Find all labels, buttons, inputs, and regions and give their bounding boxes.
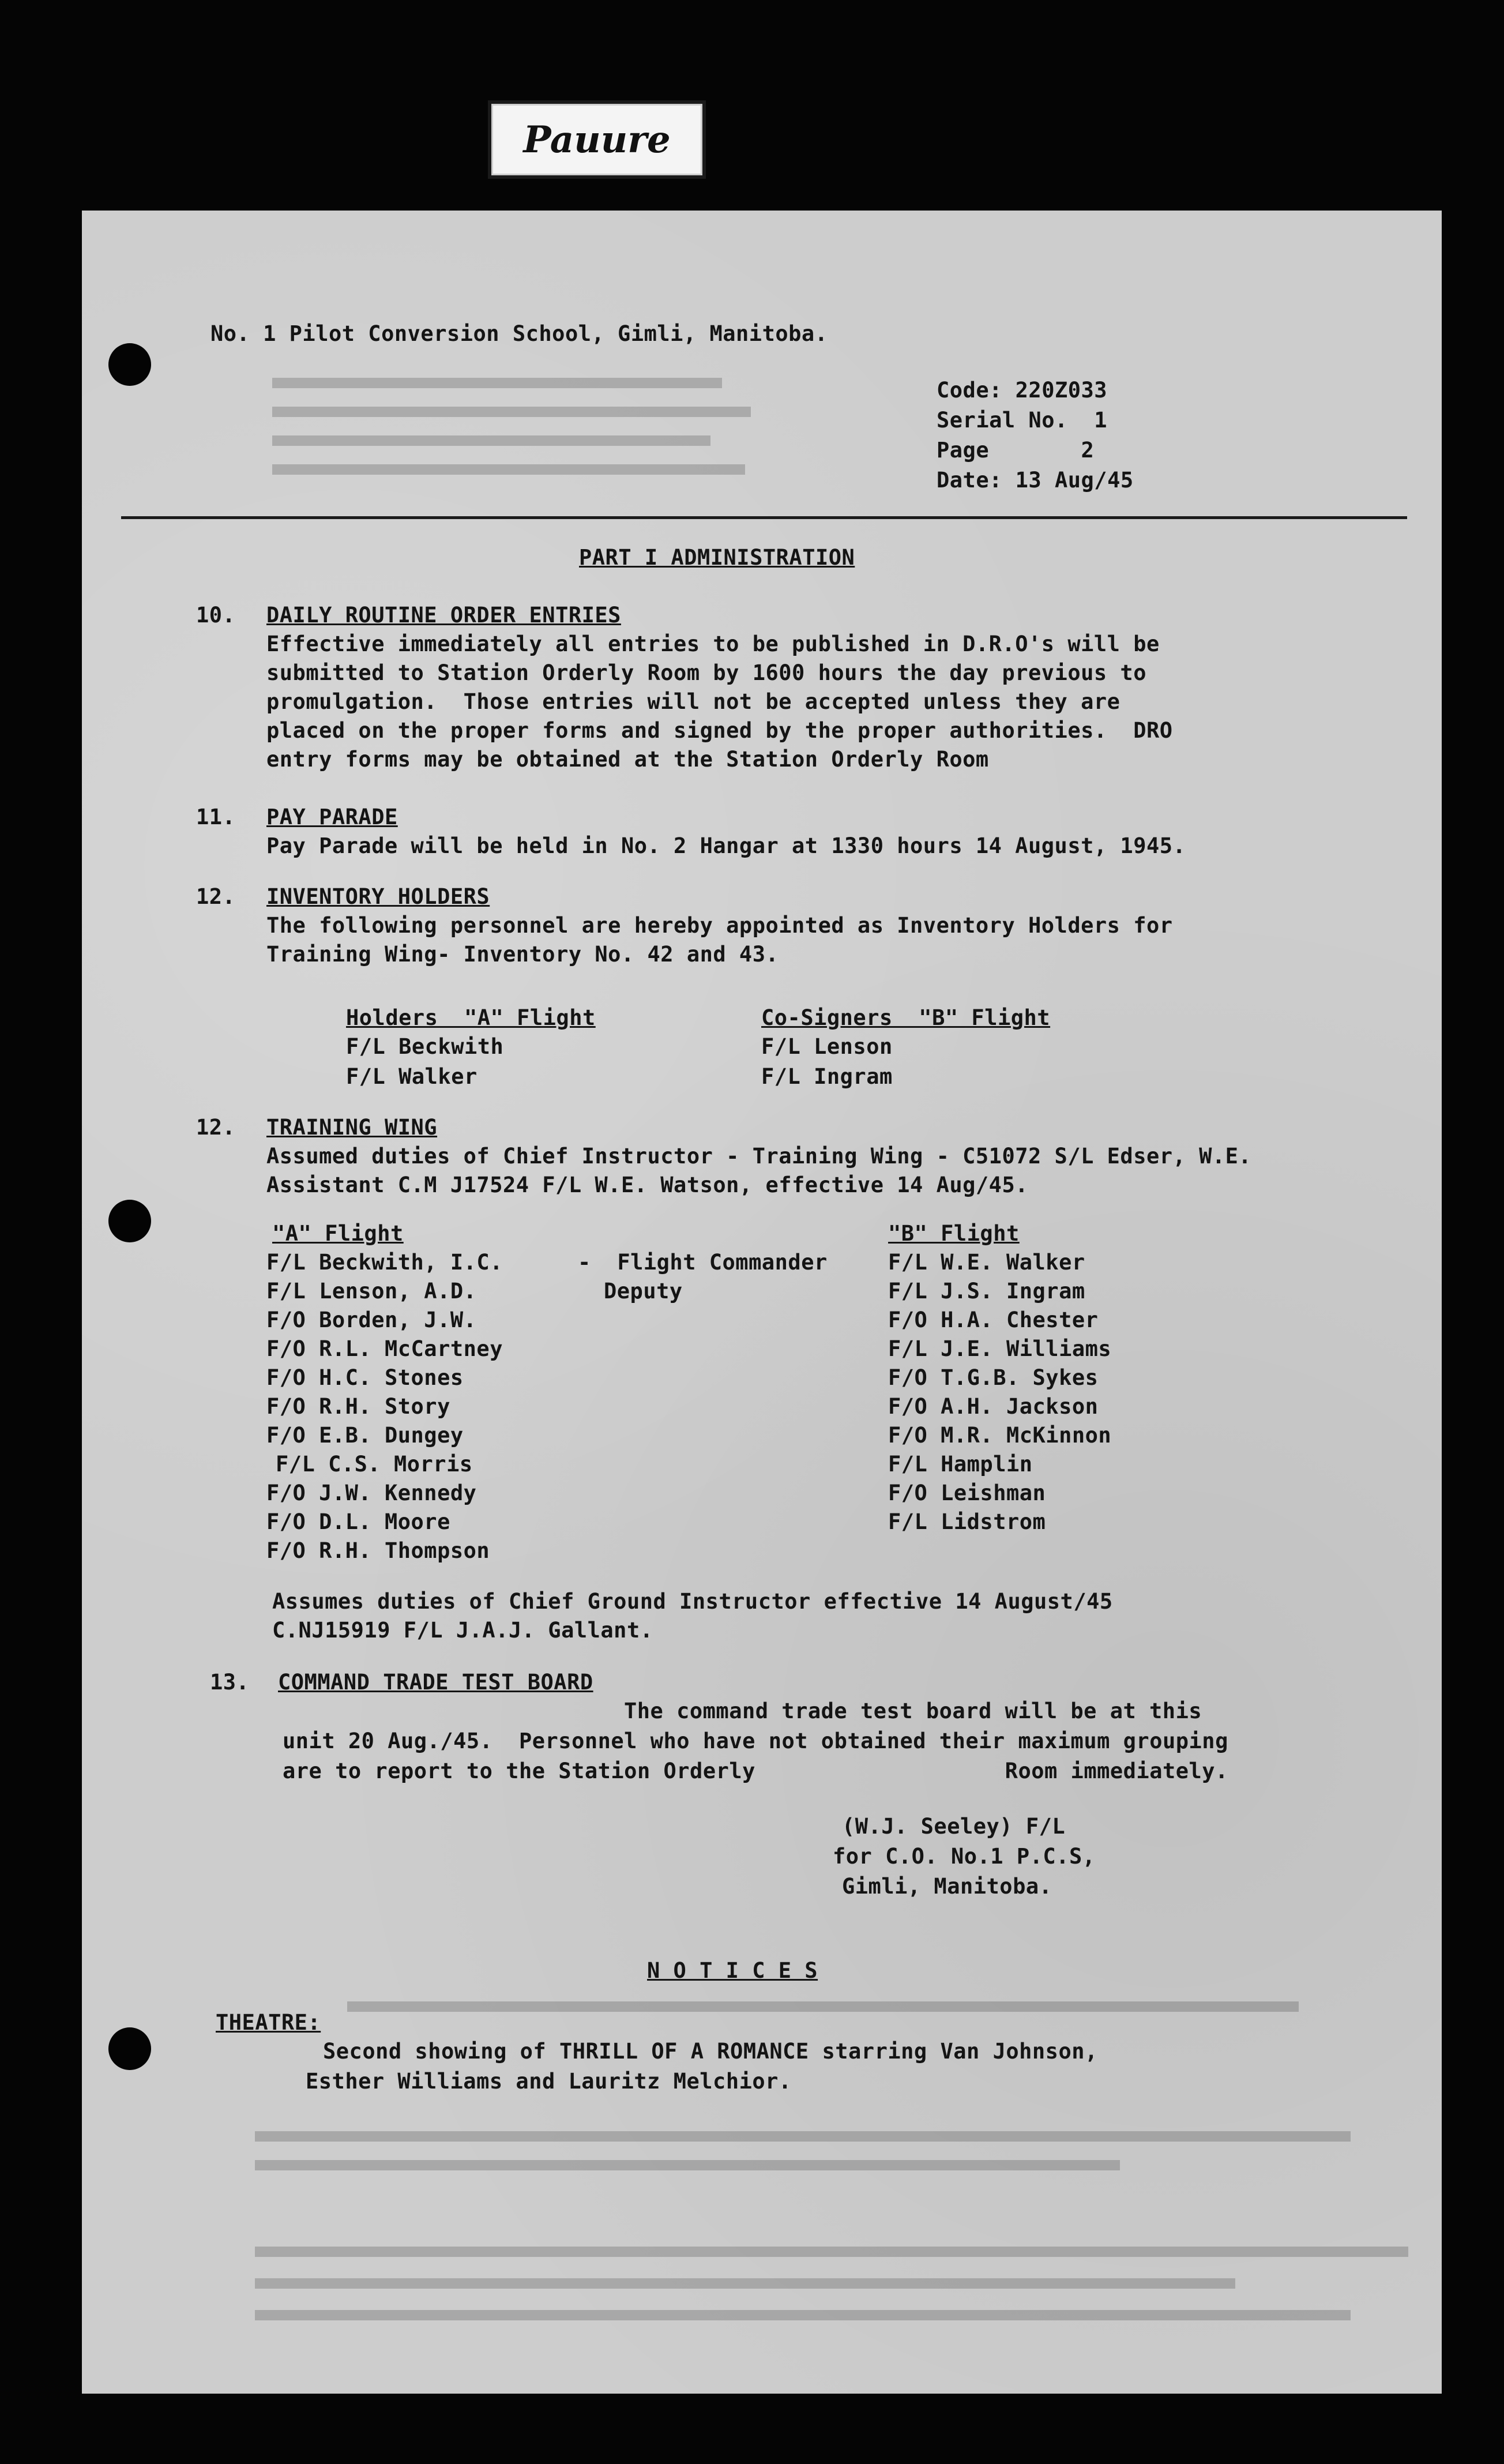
flight-role: - Flight Commander	[578, 1250, 828, 1275]
document-sheet	[82, 211, 1442, 2394]
item-number: 11.	[196, 805, 236, 829]
b-flight-member: F/O A.H. Jackson	[888, 1394, 1099, 1419]
item-text-line: The following personnel are hereby appointed as Inventory Holders for	[266, 913, 1173, 938]
item-text-line: unit 20 Aug./45. Personnel who have not obtained their maximum grouping	[283, 1729, 1228, 1753]
notices-title: N O T I C E S	[647, 1958, 818, 1983]
page-line: Page 2	[937, 438, 1095, 463]
item-text-line: Assumed duties of Chief Instructor - Training Wing - C51072 S/L Edser, W.E.	[266, 1144, 1252, 1169]
a-flight-member: F/L C.S. Morris	[276, 1452, 473, 1477]
item-text-line: The command trade test board will be at this	[624, 1699, 1202, 1723]
notice-line: Second showing of THRILL OF A ROMANCE starring Van Johnson,	[323, 2039, 1098, 2064]
faded-header-line	[272, 464, 745, 475]
faded-notice-line	[255, 2310, 1351, 2320]
item-text-line: entry forms may be obtained at the Station Orderly Room	[266, 747, 989, 772]
b-flight-member: F/O T.G.B. Sykes	[888, 1365, 1099, 1390]
faded-header-line	[272, 435, 710, 446]
a-flight-member: F/O R.H. Story	[266, 1394, 450, 1419]
a-flight-member: F/L Beckwith, I.C.	[266, 1250, 503, 1275]
b-flight-member: F/O M.R. McKinnon	[888, 1423, 1112, 1448]
b-flight-member: F/L Hamplin	[888, 1452, 1033, 1477]
ground-instructor-line: C.NJ15919 F/L J.A.J. Gallant.	[272, 1618, 653, 1643]
faded-notice-line	[255, 2160, 1120, 2170]
a-flight-member: F/O J.W. Kennedy	[266, 1481, 477, 1505]
faded-notice-line	[255, 2278, 1235, 2289]
archive-tag-text: Pauure	[523, 118, 671, 161]
a-flight-member: F/L Lenson, A.D.	[266, 1279, 477, 1304]
a-flight-member: F/O R.H. Thompson	[266, 1538, 490, 1563]
item-text-line: are to report to the Station Orderly Room immediately.	[283, 1759, 1228, 1783]
holder-name: F/L Walker	[346, 1064, 477, 1089]
notice-line: Esther Williams and Lauritz Melchior.	[306, 2069, 792, 2094]
item-heading: TRAINING WING	[266, 1115, 438, 1140]
faded-header-line	[272, 378, 722, 388]
item-heading: PAY PARADE	[266, 805, 398, 829]
item-text-line: promulgation. Those entries will not be accepted unless they are	[266, 689, 1121, 714]
a-flight-member: F/O D.L. Moore	[266, 1509, 450, 1534]
faded-notice-line	[255, 2247, 1408, 2257]
faded-notice-line	[255, 2131, 1351, 2142]
faded-header-line	[272, 407, 751, 417]
b-flight-member: F/L J.E. Williams	[888, 1336, 1112, 1361]
faded-notice-line	[347, 2001, 1299, 2012]
archive-tag	[491, 104, 702, 175]
theatre-label: THEATRE:	[216, 2010, 321, 2035]
item-text-line: Training Wing- Inventory No. 42 and 43.	[266, 942, 779, 967]
item-text-line: Assistant C.M J17524 F/L W.E. Watson, effective 14 Aug/45.	[266, 1173, 1029, 1197]
b-flight-member: F/L J.S. Ingram	[888, 1279, 1085, 1304]
code-line: Code: 220Z033	[937, 378, 1108, 403]
item-heading: DAILY ROUTINE ORDER ENTRIES	[266, 603, 621, 628]
punch-hole-top	[108, 343, 151, 386]
signature-line: Gimli, Manitoba.	[842, 1874, 1052, 1899]
b-flight-heading: "B" Flight	[888, 1221, 1020, 1246]
signature-line: (W.J. Seeley) F/L	[842, 1814, 1066, 1839]
a-flight-member: F/O Borden, J.W.	[266, 1308, 477, 1332]
a-flight-member: F/O E.B. Dungey	[266, 1423, 464, 1448]
b-flight-member: F/L Lidstrom	[888, 1509, 1046, 1534]
a-flight-member: F/O H.C. Stones	[266, 1365, 464, 1390]
header-rule	[121, 516, 1407, 519]
holders-heading: Holders "A" Flight	[346, 1005, 596, 1030]
unit-name: No. 1 Pilot Conversion School, Gimli, Manitoba.	[210, 321, 828, 346]
punch-hole-bottom	[108, 2027, 151, 2070]
ground-instructor-line: Assumes duties of Chief Ground Instructor effective 14 August/45	[272, 1589, 1113, 1614]
holder-name: F/L Beckwith	[346, 1034, 504, 1059]
item-heading: INVENTORY HOLDERS	[266, 884, 490, 909]
b-flight-member: F/O H.A. Chester	[888, 1308, 1099, 1332]
item-number: 10.	[196, 603, 236, 628]
item-number: 13.	[210, 1670, 250, 1695]
item-text-line: Effective immediately all entries to be published in D.R.O's will be	[266, 632, 1160, 656]
serial-line: Serial No. 1	[937, 408, 1108, 433]
cosigner-name: F/L Ingram	[761, 1064, 893, 1089]
date-line: Date: 13 Aug/45	[937, 468, 1134, 493]
b-flight-member: F/L W.E. Walker	[888, 1250, 1085, 1275]
item-text-line: Pay Parade will be held in No. 2 Hangar at 1330 hours 14 August, 1945.	[266, 833, 1186, 858]
item-text-line: placed on the proper forms and signed by the proper authorities. DRO	[266, 718, 1173, 743]
item-heading: COMMAND TRADE TEST BOARD	[278, 1670, 593, 1695]
cosigners-heading: Co-Signers "B" Flight	[761, 1005, 1051, 1030]
item-number: 12.	[196, 1115, 236, 1140]
flight-role: Deputy	[604, 1279, 683, 1304]
a-flight-member: F/O R.L. McCartney	[266, 1336, 503, 1361]
part-title: PART I ADMINISTRATION	[579, 545, 855, 570]
a-flight-heading: "A" Flight	[272, 1221, 404, 1246]
cosigner-name: F/L Lenson	[761, 1034, 893, 1059]
signature-line: for C.O. No.1 P.C.S,	[833, 1844, 1096, 1869]
b-flight-member: F/O Leishman	[888, 1481, 1046, 1505]
punch-hole-middle	[108, 1200, 151, 1242]
item-text-line: submitted to Station Orderly Room by 1600 hours the day previous to	[266, 660, 1146, 685]
item-number: 12.	[196, 884, 236, 909]
